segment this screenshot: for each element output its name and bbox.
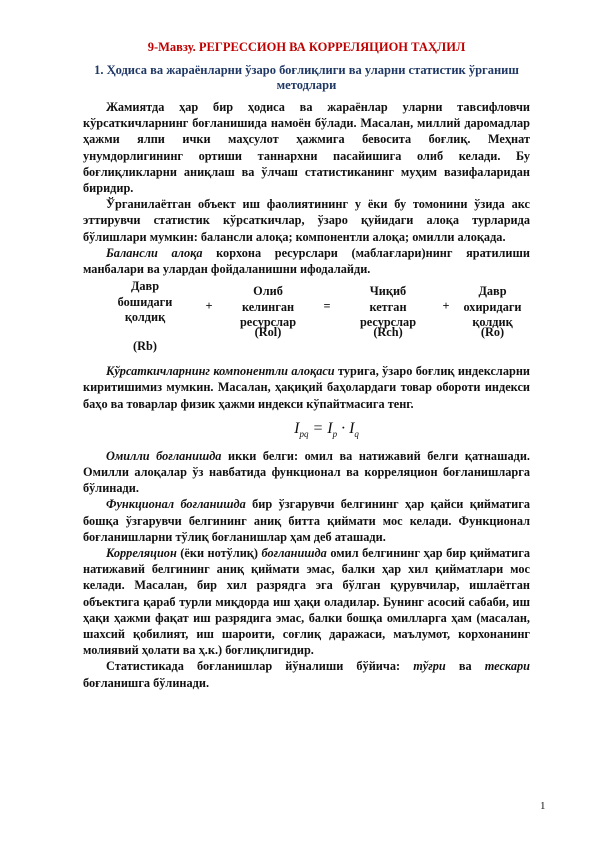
index-formula — [83, 414, 530, 444]
paragraph-7-mid: (ёки нотўлиқ) — [176, 546, 262, 561]
formula-subscript: p — [332, 429, 338, 440]
balance-term-line: Чиқиб — [369, 284, 407, 299]
term-inverse: тескари — [484, 659, 530, 674]
paragraph-6-text: бир ўзгарувчи белгининг ҳар қайси қийматига бошқа ўзгарувчи белгининг аниқ битта қиймати мос келади. Функционал боғланишларни тўлиқ боғланишлар ҳам деб аташади. — [83, 497, 531, 544]
equals-sign: = — [323, 299, 331, 314]
term-direct: тўғри — [413, 659, 446, 674]
paragraph-2: Ўрганилаётган объект иш фаолиятининг у ёки бу томонини ўзида акс эттирувчи статистик кўрсаткичлар, ўзаро қуйидаги алоқа турларида бўлишлари мумкин: балансли алоқа; компонентли алоқа; омилли алоқада. — [83, 197, 530, 244]
paragraph-8-text: Статистикада боғланишлар йўналиши бўйича: — [106, 659, 414, 674]
paragraph-8-mid: ва — [445, 659, 485, 674]
formula-symbol: I — [349, 419, 355, 437]
plus-sign: + — [205, 299, 213, 314]
formula-operator: · — [337, 419, 350, 437]
term-correlation-link: боғланишда — [261, 546, 327, 561]
balance-term-closing — [455, 284, 530, 331]
document-page — [83, 40, 530, 691]
paragraph-7 — [83, 545, 530, 658]
paragraph-1: Жамиятда ҳар бир ҳодиса ва жараёнлар уларни тавсифловчи кўрсаткичларнинг боғланишида намоён бўлади. Масалан, миллий даромадлар ҳажми ялпи ички маҳсулот ҳажмига бевосита боғлиқ. Меҳнат унумдорлигининг ортиши таннархни пасайишига олиб келади. Бу боғлиқликларни аниқлаш ва ўлчаш статистиканинг муҳим вазифаларидан биридир. — [83, 100, 530, 196]
paragraph-5-text: икки белги: омил ва натижавий белги қатнашади. Омилли алоқалар ўз навбатида функционал ва корреляцион боғланишларга бўлинади. — [83, 448, 530, 496]
balance-term-line: Олиб — [253, 284, 283, 299]
paragraph-4 — [83, 363, 530, 412]
symbol-rch: (Rch) — [373, 325, 403, 340]
formula-subscript: pq — [299, 429, 309, 440]
balance-term-line: келинган — [241, 299, 295, 314]
balance-term-line: кетган — [369, 299, 407, 314]
section-heading: 1. Ҳодиса ва жараёнларни ўзаро боғлиқлиги ва уларни статистик ўрганиш методлари — [94, 63, 519, 92]
term-balance-link: Балансли алоқа — [106, 245, 203, 260]
paragraph-3-text: корхона ресурслари (маблағлари)нинг яратилиши манбалари ва улардан фойдаланишни ифодалайди. — [83, 245, 530, 277]
balance-equation — [83, 279, 530, 363]
plus-sign: + — [442, 299, 450, 314]
formula-subscript: q — [354, 429, 359, 440]
term-component-link: Кўрсаткичларнинг компонентли алоқаси — [106, 364, 335, 379]
paragraph-5 — [83, 448, 530, 497]
symbol-ro: (Ro) — [480, 325, 505, 340]
term-functional-link: Функционал боғланишда — [106, 497, 246, 512]
symbol-rol: (Rol) — [254, 325, 282, 340]
paragraph-6 — [83, 496, 530, 545]
symbol-rb: (Rb) — [133, 339, 157, 354]
balance-term-line: қолдиқ — [472, 315, 513, 330]
term-correlation: Корреляцион — [106, 546, 177, 561]
term-factor-link: Омилли боғланишда — [106, 448, 222, 463]
balance-term-line: ресурслар — [239, 315, 297, 330]
balance-term-line: охиридаги — [463, 299, 522, 314]
balance-term-line: Давр — [478, 284, 507, 299]
formula-symbol: I — [327, 419, 333, 437]
paragraph-7-text: омил белгининг ҳар бир қийматига натижавий белгининг аниқ қиймати эмас, балки ҳар хил қийматлари мос келади. Масалан, бир хил разрядга эга бўлган қурувчилар, ишлаётган объектига қараб турли миқдорда иш ҳақи оладилар. Бунинг асосий сабаби, иш ҳақи ҳажми фақат иш разрядига эмас, балки бошқа омилларга ҳам (масалан, шахсий қобилият, иш шароити, соғлиқ даражаси, маълумот, корхонанинг молиявий ҳолати ва ҳ.к.) боғлиқлигидир. — [83, 546, 530, 658]
paragraph-8-tail: боғланишга бўлинади. — [83, 675, 210, 690]
paragraph-3 — [83, 245, 530, 277]
balance-term-line: бошидаги — [117, 294, 173, 309]
balance-term-incoming — [225, 284, 311, 331]
formula-operator: = — [308, 419, 328, 437]
balance-term-opening — [101, 279, 189, 326]
balance-term-line: ресурслар — [359, 315, 417, 330]
page-title: 9-Мавзу. РЕГРЕССИОН ВА КОРРЕЛЯЦИОН ТАҲЛИЛ — [147, 40, 466, 54]
balance-term-outgoing — [341, 284, 435, 331]
paragraph-4-text: турига, ўзаро боғлиқ индексларни киритишимиз мумкин. Масалан, ҳақиқий баҳолардаги товар обороти индекси баҳо ва товарлар физик ҳажми индекси кўпайтмасига тенг. — [83, 364, 530, 411]
formula-symbol: I — [294, 419, 300, 437]
balance-term-line: Давр — [130, 279, 160, 294]
balance-term-line: қолдиқ — [124, 310, 166, 325]
page-number: 1 — [540, 800, 546, 812]
paragraph-8 — [83, 658, 530, 690]
